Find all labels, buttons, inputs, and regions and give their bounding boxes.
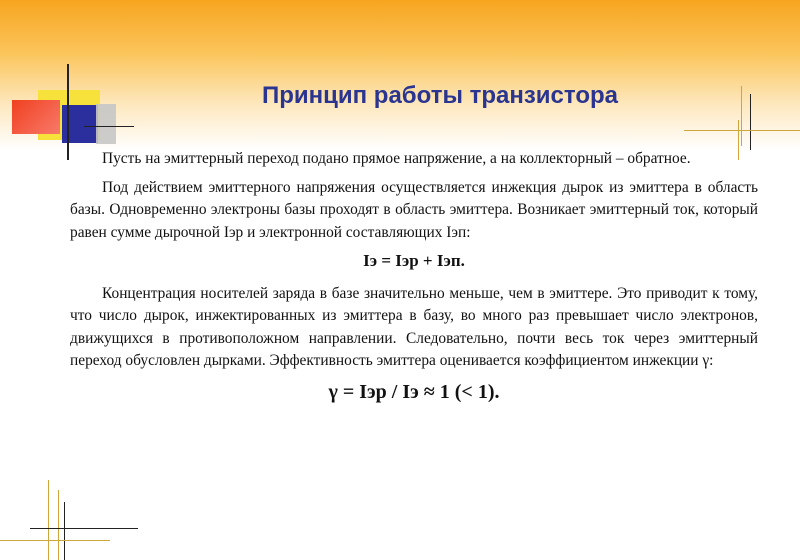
decor-gold-line	[48, 480, 49, 560]
decor-gold-line	[0, 540, 110, 541]
slide-body	[70, 148, 758, 403]
decor-vertical-line	[750, 94, 751, 150]
decor-vertical-line	[64, 502, 65, 560]
header-gradient	[0, 0, 800, 150]
decor-gold-line	[741, 86, 742, 146]
decor-red-square	[12, 100, 60, 134]
decor-gold-line	[58, 490, 59, 560]
paragraph-forward-bias: Пусть на эмиттерный переход подано прямое напряжение, а на коллекторный – обратное.	[102, 150, 691, 167]
decor-vertical-line	[67, 64, 69, 160]
paragraph-injection: Под действием эмиттерного напряжения осуществляется инжекция дырок из эмиттера в область базы. Одновременно электроны базы проходят в область эмиттера. Возникает эмиттерный ток, который равен сумме дырочной Iэр и электронной составляющих Iэп:	[70, 178, 758, 241]
decor-grey-square	[96, 104, 116, 144]
decor-horizontal-line	[30, 528, 138, 529]
decor-horizontal-line	[84, 126, 134, 127]
formula-emitter-current: Iэ = Iэр + Iэп.	[363, 251, 465, 270]
formula-injection-coefficient: γ = Iэр / Iэ ≈ 1 (< 1).	[328, 380, 500, 403]
paragraph-efficiency: Концентрация носителей заряда в базе значительно меньше, чем в эмиттере. Это приводит к тому, что число дырок, инжектированных из эмиттера в базу, во много раз превышает число электронов, движущихся в противоположном направлении. Следовательно, почти весь ток через эмиттерный переход обусловлен дырками. Эффективность эмиттера оценивается коэффициентом инжекции γ:	[70, 284, 758, 369]
slide-title: Принцип работы транзистора	[261, 82, 619, 109]
decor-gold-line	[684, 130, 800, 131]
